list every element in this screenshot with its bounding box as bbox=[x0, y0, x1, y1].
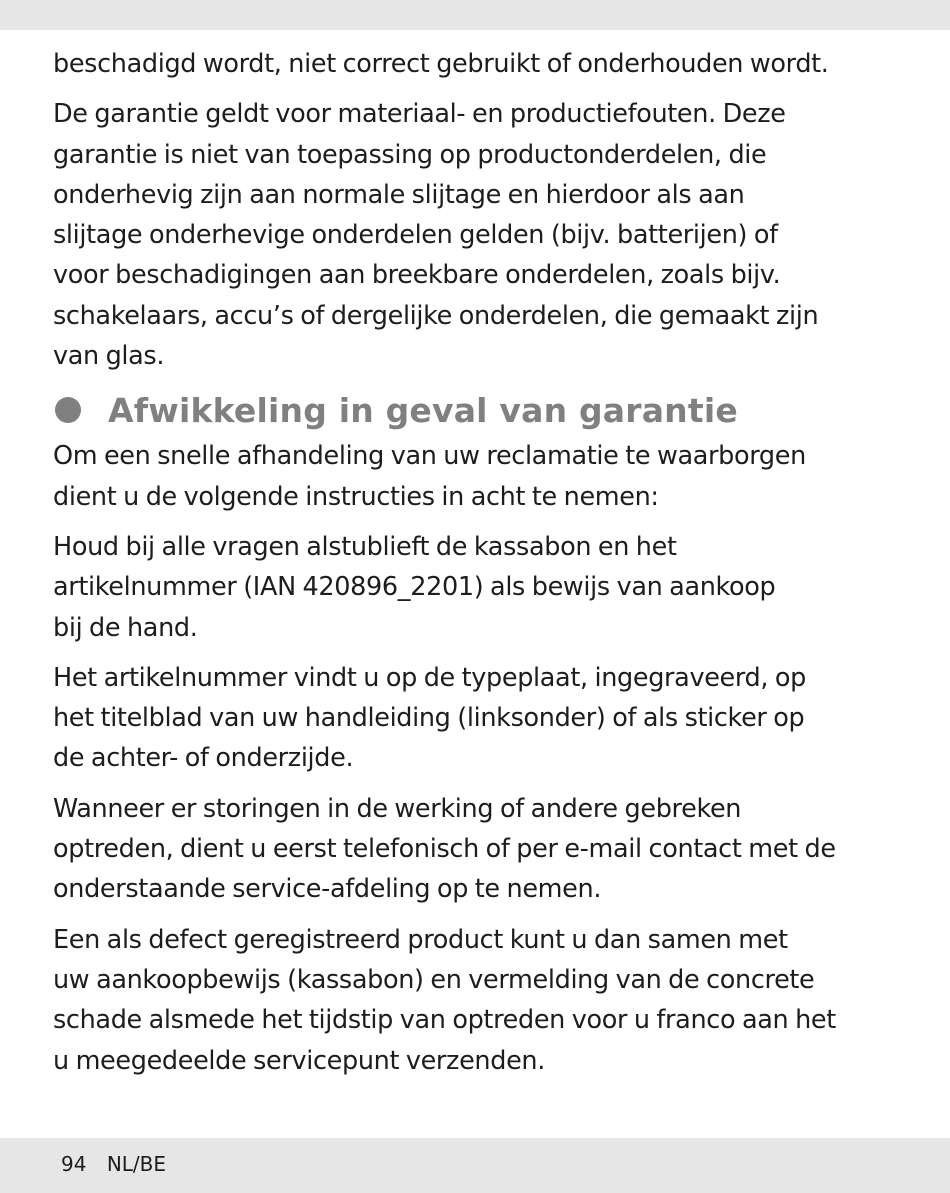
page-footer bbox=[61, 1152, 166, 1176]
text-line: u meegedeelde servicepunt verzenden. bbox=[53, 1045, 545, 1076]
text-line: Wanneer er storingen in de werking of andere gebreken bbox=[53, 793, 742, 824]
text-line: beschadigd wordt, niet correct gebruikt of onderhouden wordt. bbox=[53, 49, 829, 79]
paragraph bbox=[53, 436, 913, 517]
paragraph bbox=[53, 527, 913, 648]
text-line: van glas. bbox=[53, 341, 165, 372]
text-line: schakelaars, accu’s of dergelijke onderdelen, die gemaakt zijn bbox=[53, 300, 819, 331]
paragraph bbox=[53, 44, 913, 84]
text-line: slijtage onderhevige onderdelen gelden (bijv. batterijen) of bbox=[53, 220, 778, 251]
section-title: Afwikkeling in geval van garantie bbox=[108, 390, 738, 430]
text-line: artikelnummer (IAN 420896_2201) als bewijs van aankoop bbox=[53, 572, 776, 603]
page-number: 94 bbox=[61, 1152, 87, 1176]
text-line: onderstaande service-afdeling op te nemen. bbox=[53, 874, 602, 905]
paragraph bbox=[53, 920, 913, 1081]
paragraph bbox=[53, 789, 913, 910]
page-content bbox=[53, 44, 913, 1091]
text-line: Het artikelnummer vindt u op de typeplaat, ingegraveerd, op bbox=[53, 662, 806, 693]
locale-label: NL/BE bbox=[106, 1152, 167, 1176]
text-line: uw aankoopbewijs (kassabon) en vermelding van de concrete bbox=[53, 964, 815, 995]
text-line: het titelblad van uw handleiding (linksonder) of als sticker op bbox=[53, 703, 805, 734]
text-line: dient u de volgende instructies in acht te nemen: bbox=[53, 481, 659, 512]
text-line: bij de hand. bbox=[53, 612, 198, 643]
bullet-circle-icon bbox=[55, 397, 81, 423]
text-line: Houd bij alle vragen alstublieft de kassabon en het bbox=[53, 531, 677, 562]
text-line: voor beschadigingen aan breekbare onderdelen, zoals bijv. bbox=[53, 260, 781, 291]
text-line: schade alsmede het tijdstip van optreden voor u franco aan het bbox=[53, 1005, 836, 1036]
text-line: de achter- of onderzijde. bbox=[53, 743, 354, 774]
top-band bbox=[0, 0, 950, 30]
text-line: optreden, dient u eerst telefonisch of per e-mail contact met de bbox=[53, 834, 836, 865]
text-line: onderhevig zijn aan normale slijtage en hierdoor als aan bbox=[53, 179, 745, 210]
paragraph bbox=[53, 658, 913, 779]
text-line: Een als defect geregistreerd product kunt u dan samen met bbox=[53, 924, 788, 955]
paragraph bbox=[53, 94, 913, 376]
section-heading bbox=[53, 386, 913, 434]
text-line: Om een snelle afhandeling van uw reclamatie te waarborgen bbox=[53, 441, 806, 472]
text-line: garantie is niet van toepassing op productonderdelen, die bbox=[53, 139, 767, 170]
text-line: De garantie geldt voor materiaal- en productiefouten. Deze bbox=[53, 99, 786, 130]
